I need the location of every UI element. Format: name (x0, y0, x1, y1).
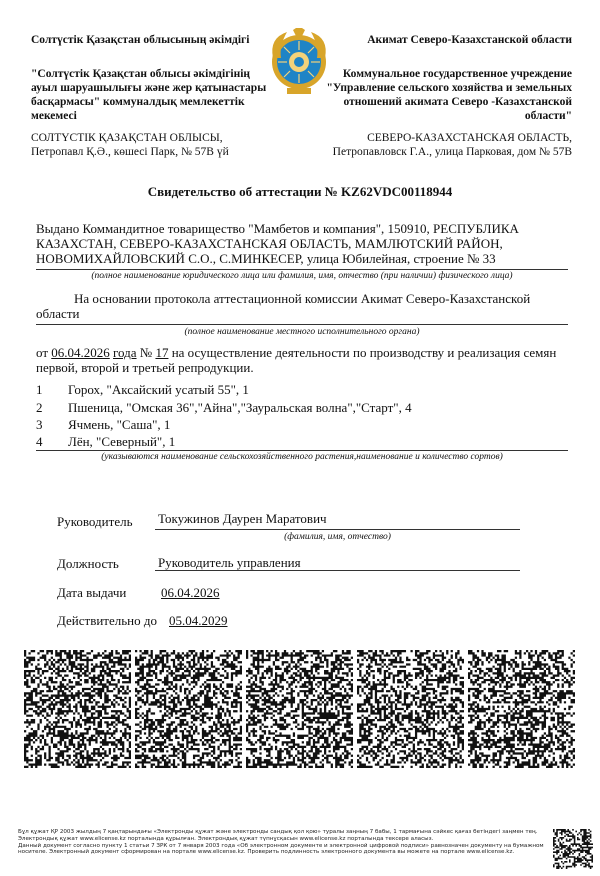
valid-until-label: Действительно до (57, 613, 157, 628)
header-left-title: Солтүстік Қазақстан облысының әкімдігі (31, 34, 250, 46)
divider (36, 450, 568, 451)
protocol-number: 17 (155, 345, 169, 360)
divider (36, 324, 568, 325)
header-left-address: СОЛТҮСТІК ҚАЗАҚСТАН ОБЛЫСЫ, Петропавл Қ.Ә., көшесі Парк, № 57В үй (31, 132, 229, 158)
issue-date-label: Дата выдачи (57, 585, 127, 600)
list-item-number: 2 (36, 400, 43, 415)
list-item (36, 400, 568, 415)
header-right-address: СЕВЕРО-КАЗАХСТАНСКАЯ ОБЛАСТЬ, Петропавловск Г.А., улица Парковая, дом № 57В (332, 132, 572, 158)
header-left (31, 33, 271, 159)
qr-code (246, 650, 353, 768)
list-item (36, 417, 568, 432)
list-item-number: 3 (36, 417, 43, 432)
protocol-date: 06.04.2026 (51, 345, 110, 360)
qr-code (135, 650, 242, 768)
divider (36, 269, 568, 270)
list-item-text: Горох, "Аксайский усатый 55", 1 (68, 382, 249, 397)
certificate-title: Свидетельство об аттестации № KZ62VDC00118944 (147, 184, 453, 199)
legal-footer (18, 829, 548, 856)
header-left-org: "Солтүстік Қазақстан облысы әкімдігінің ауыл шаруашылығы және жер қатынастары басқармасы" коммуналдық мемлекеттік мекемесі (31, 68, 267, 122)
issue-date-value: 06.04.2026 (161, 585, 220, 600)
basis-text: На основании протокола аттестационной комиссии Акимат Северо-Казахстанской области (36, 291, 531, 321)
qr-code (24, 650, 131, 768)
footer-line: Бұл құжат ҚР 2003 жылдың 7 қаңтарындағы «Электронды құжат және электронды сандық қол қою» туралы заңның 7 бабы, 1 тармағына сәйкес қағаз бетіндегі заңмен тең. (18, 829, 538, 835)
list-item-text: Лён, "Северный", 1 (68, 434, 176, 449)
date-prefix: от (36, 345, 49, 360)
header-right-org: Коммунальное государственное учреждение "Управление сельского хозяйства и земельных отношений акимата Северо -Казахстанской области" (326, 68, 572, 122)
year-word: года (113, 345, 137, 360)
list-item-text: Пшеница, "Омская 36","Айна","Зауральская волна","Старт", 4 (68, 400, 412, 415)
qr-code (357, 650, 464, 768)
number-prefix: № (139, 345, 153, 360)
header-right (322, 33, 572, 159)
position-value: Руководитель управления (158, 555, 301, 570)
list-item (36, 434, 568, 449)
position-label: Должность (57, 556, 119, 571)
list-item-number: 1 (36, 382, 43, 397)
protocol-statement (36, 345, 568, 375)
head-value: Токужинов Даурен Маратович (158, 511, 327, 526)
qr-code (468, 650, 575, 768)
list-item (36, 382, 568, 397)
footer-line: Данный документ согласно пункту 1 статьи 7 ЗРК от 7 января 2003 года «Об электронном документе и электронной цифровой подписи» равнозначен документу на бумажном (18, 842, 544, 849)
footer-line: Электрондық құжат www.elicense.kz порталында құрылған. Электрондық құжат түпнұсқасын www.elicense.kz порталында тексере аласыз. (18, 835, 434, 842)
issued-to-text: Выдано Коммандитное товарищество "Мамбетов и компания", 150910, РЕСПУБЛИКА КАЗАХСТАН, СЕВЕРО-КАЗАХСТАНСКАЯ ОБЛАСТЬ, МАМЛЮТСКИЙ РАЙОН, НОВОМИХАЙЛОВСКИЙ С.О., С.МИНКЕСЕР, улица Юбилейная, строение № 33 (36, 221, 519, 266)
basis-note: (полное наименование местного исполнительного органа) (184, 327, 420, 337)
head-note: (фамилия, имя, отчество) (284, 532, 391, 542)
activity-text: на осуществление деятельности по производству и реализация семян первой, второй и третьей репродукции. (36, 345, 557, 375)
qr-codes-row (24, 650, 576, 770)
list-item-number: 4 (36, 434, 43, 449)
position-underline (155, 570, 520, 571)
verification-qr-code (553, 829, 593, 869)
valid-until-value: 05.04.2029 (169, 613, 228, 628)
state-emblem-icon (269, 28, 329, 98)
header-right-title: Акимат Северо-Казахстанской области (367, 34, 572, 46)
items-note: (указываются наименование сельскохозяйственного растения,наименование и количество сортов) (101, 452, 503, 462)
head-underline (155, 529, 520, 530)
head-label: Руководитель (57, 514, 133, 529)
issued-to-note: (полное наименование юридического лица или фамилия, имя, отчество (при наличии) физического лица) (91, 271, 513, 281)
list-item-text: Ячмень, "Саша", 1 (68, 417, 171, 432)
footer-line: носителе. Электронный документ сформирован на портале www.elicense.kz. Проверить подлинность электронного документа вы можете на портале www.elicense.kz. (18, 849, 515, 856)
